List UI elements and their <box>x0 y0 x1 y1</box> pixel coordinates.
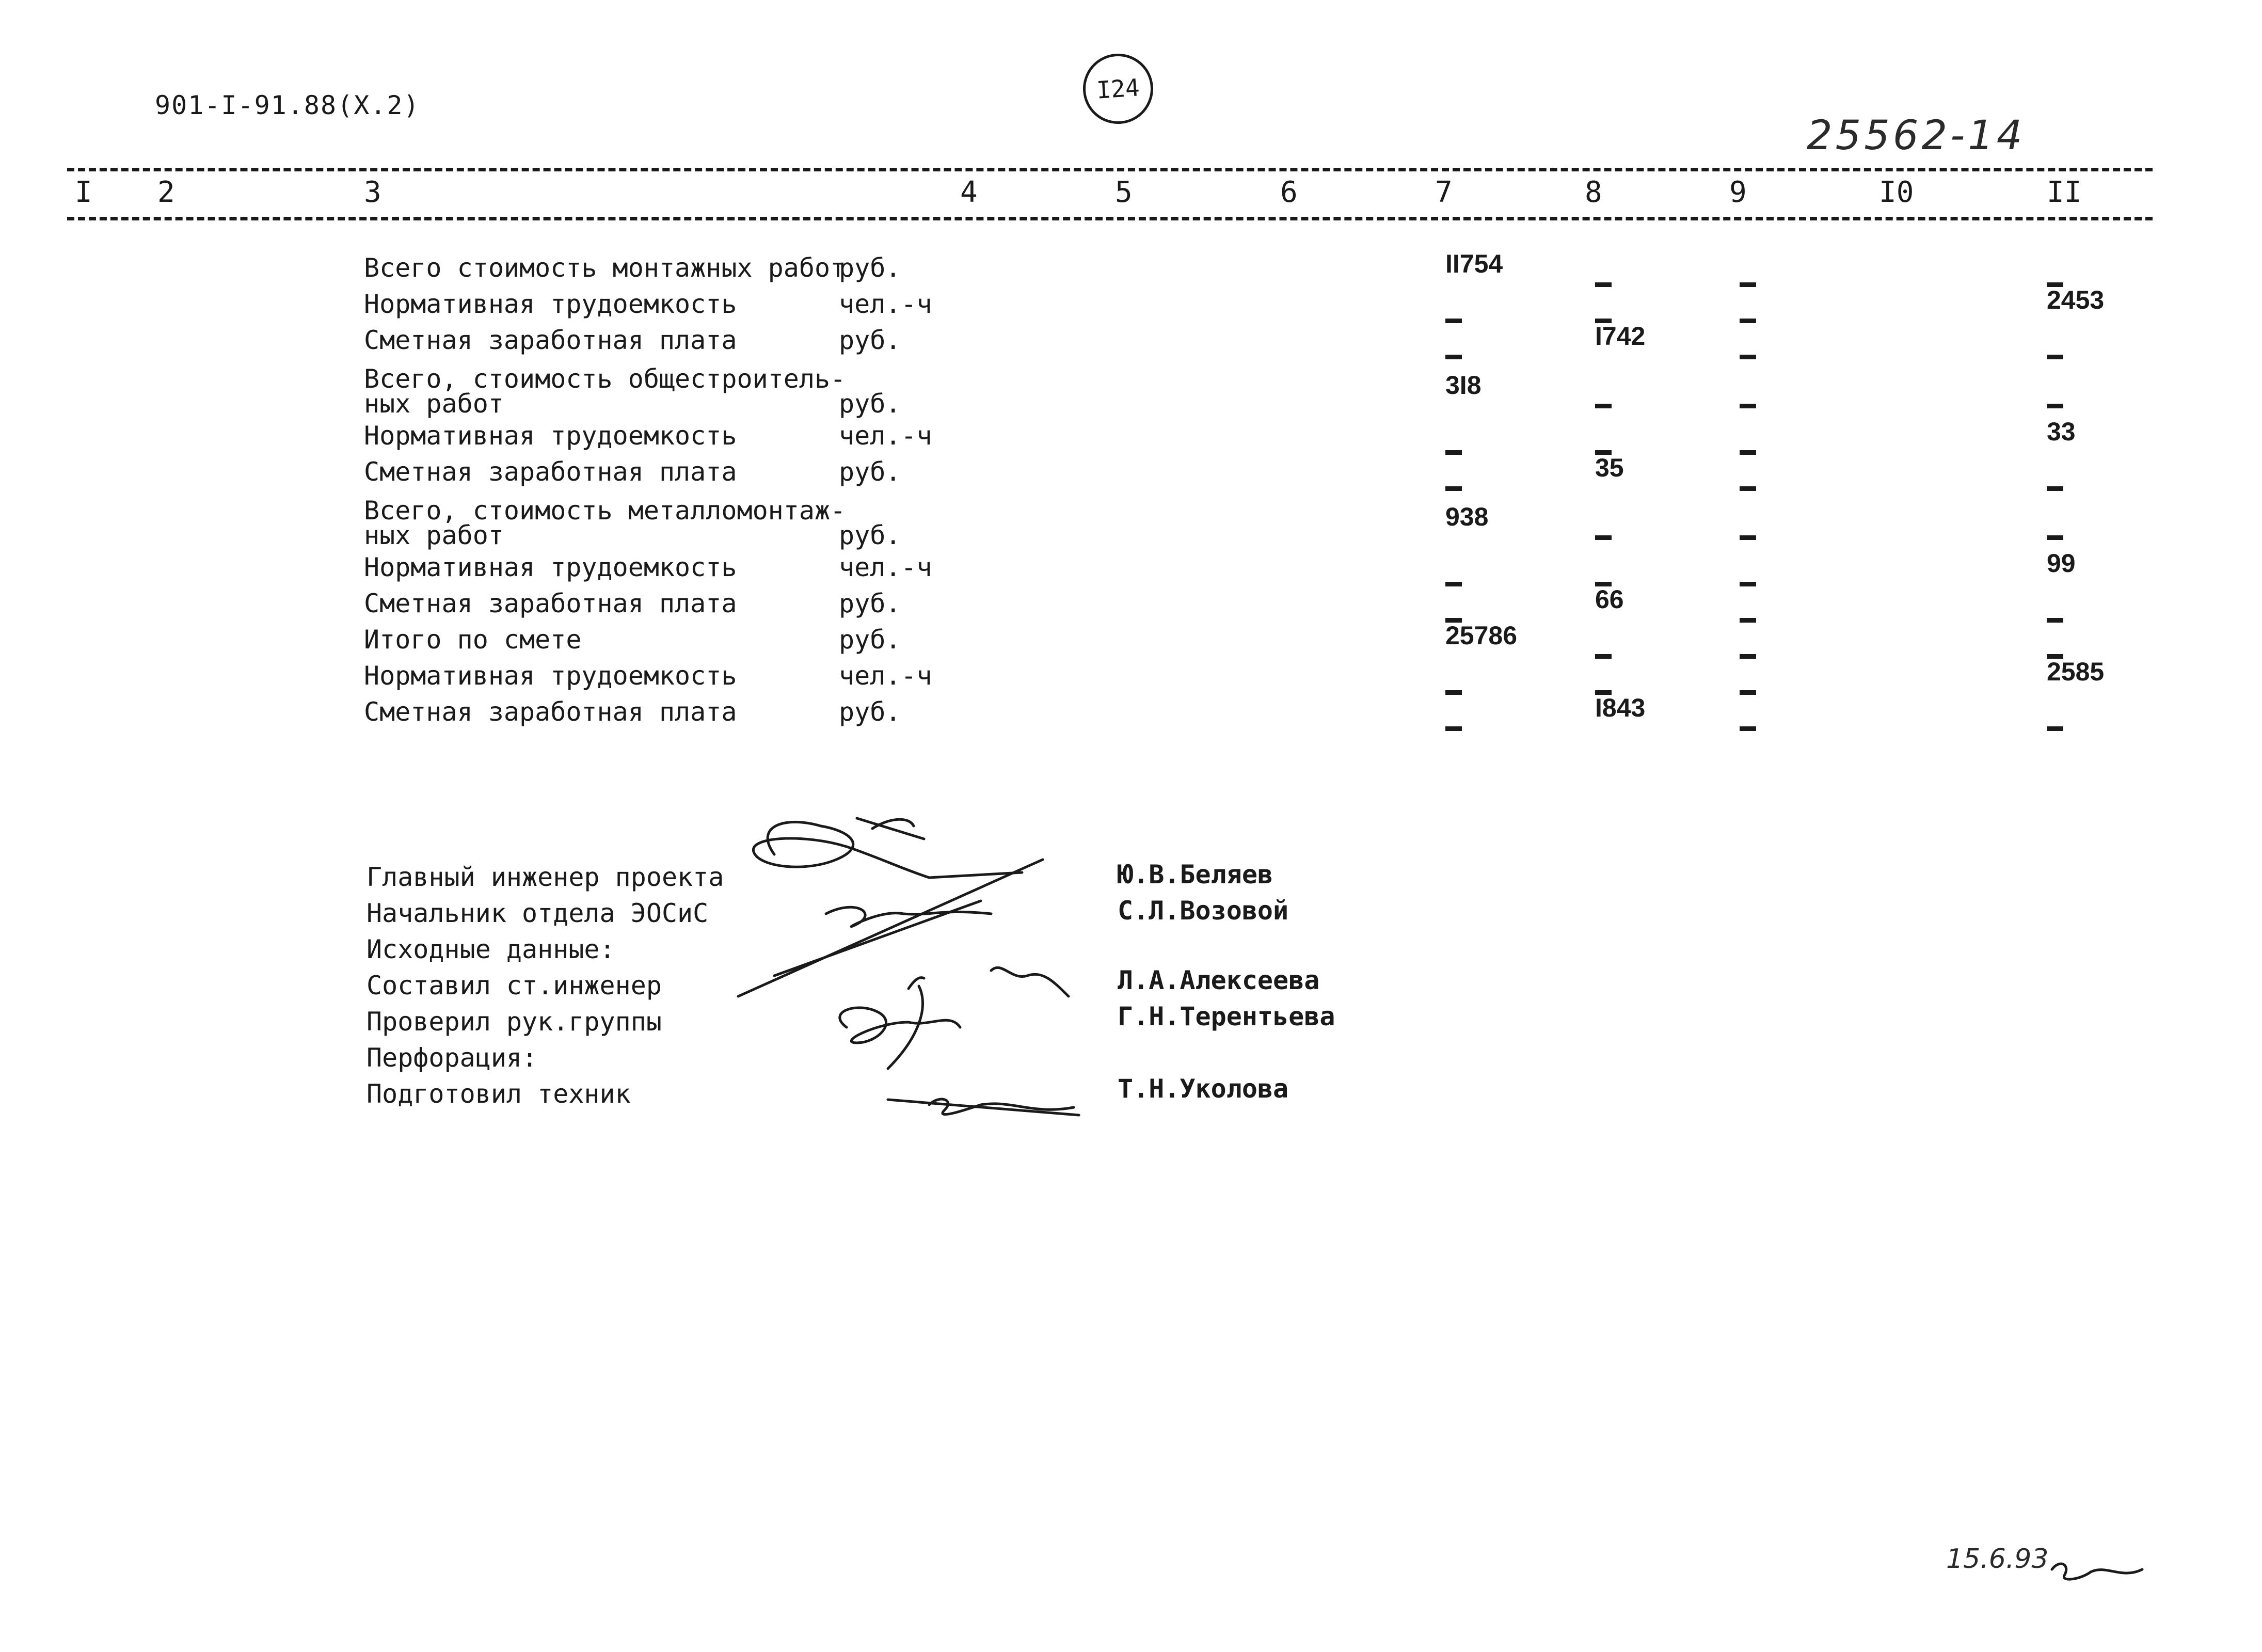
row-label: ных работ <box>364 520 504 550</box>
cell-col-8: I843 <box>1595 693 1646 722</box>
row-unit: руб. <box>839 457 901 487</box>
cell-col-7: 938 <box>1445 502 1489 531</box>
signature-role: Главный инженер проекта <box>367 862 724 892</box>
signature-name: Ю.В.Беляев <box>1118 860 1273 889</box>
row-label: Всего, стоимость металломонтаж- <box>364 496 846 526</box>
column-header-5: 5 <box>1115 176 1133 209</box>
cell-col-11: 33 <box>2047 417 2076 446</box>
cell-col-7: II754 <box>1445 249 1503 278</box>
cell-col-11: 99 <box>2047 549 2076 578</box>
row-unit: руб. <box>839 389 901 419</box>
signature-role: Подготовил техник <box>367 1079 631 1109</box>
handwritten-date <box>1946 1544 2048 1575</box>
row-unit: руб. <box>839 253 901 283</box>
cell-col-7: 25786 <box>1445 621 1518 650</box>
signature-name: Г.Н.Терентьева <box>1118 1002 1335 1031</box>
signature-role: Перфорация: <box>367 1043 538 1073</box>
cell-col-11: 2585 <box>2047 657 2105 686</box>
column-header-6: 6 <box>1280 176 1298 209</box>
column-header-7: 7 <box>1435 176 1453 209</box>
page-number: I24 <box>1095 73 1141 104</box>
signature-name: Т.Н.Уколова <box>1118 1074 1289 1104</box>
column-header-1: I <box>75 176 92 209</box>
row-label: Всего стоимость монтажных работ <box>364 253 846 283</box>
row-label: Сметная заработная плата <box>364 697 737 727</box>
row-unit: руб. <box>839 520 901 550</box>
column-header-8: 8 <box>1585 176 1602 209</box>
row-label: ных работ <box>364 389 504 419</box>
row-label: Нормативная трудоемкость <box>364 289 737 319</box>
column-header-2: 2 <box>157 176 175 209</box>
row-label: Всего, стоимость общестроитель- <box>364 364 846 394</box>
column-header-10: I0 <box>1879 176 1914 209</box>
row-unit: чел.-ч <box>839 289 932 319</box>
row-unit: руб. <box>839 589 901 618</box>
row-unit: руб. <box>839 625 901 655</box>
row-label: Сметная заработная плата <box>364 457 737 487</box>
column-header-9: 9 <box>1729 176 1747 209</box>
document-number: 901-I-91.88(X.2) <box>155 90 420 120</box>
signature-name: Л.А.Алексеева <box>1118 965 1320 995</box>
signature-role: Проверил рук.группы <box>367 1007 662 1037</box>
signature-role: Исходные данные: <box>367 934 615 964</box>
row-label: Нормативная трудоемкость <box>364 661 737 691</box>
row-label: Нормативная трудоемкость <box>364 421 737 451</box>
row-unit: чел.-ч <box>839 421 932 451</box>
row-unit: чел.-ч <box>839 552 932 582</box>
column-header-4: 4 <box>960 176 978 209</box>
row-label: Сметная заработная плата <box>364 325 737 355</box>
signature-role: Начальник отдела ЭОСиС <box>367 898 709 928</box>
column-header-11: II <box>2047 176 2082 209</box>
row-label: Итого по смете <box>364 625 582 655</box>
row-unit: чел.-ч <box>839 661 932 691</box>
row-label: Сметная заработная плата <box>364 589 737 618</box>
row-unit: руб. <box>839 697 901 727</box>
cell-col-11: 2453 <box>2047 285 2105 314</box>
cell-col-7: 3I8 <box>1445 371 1482 400</box>
handwritten-code: 25562-14 <box>1807 113 2026 159</box>
cell-col-8: 35 <box>1595 453 1624 482</box>
cell-col-8: I742 <box>1595 322 1646 351</box>
row-unit: руб. <box>839 325 901 355</box>
signature-name: С.Л.Возовой <box>1118 896 1289 926</box>
column-header-3: 3 <box>364 176 381 209</box>
signature-role: Составил ст.инженер <box>367 971 662 1000</box>
row-label: Нормативная трудоемкость <box>364 552 737 582</box>
handwritten-date-text: 15.6.93 <box>1946 1544 2049 1575</box>
cell-col-8: 66 <box>1595 585 1624 614</box>
